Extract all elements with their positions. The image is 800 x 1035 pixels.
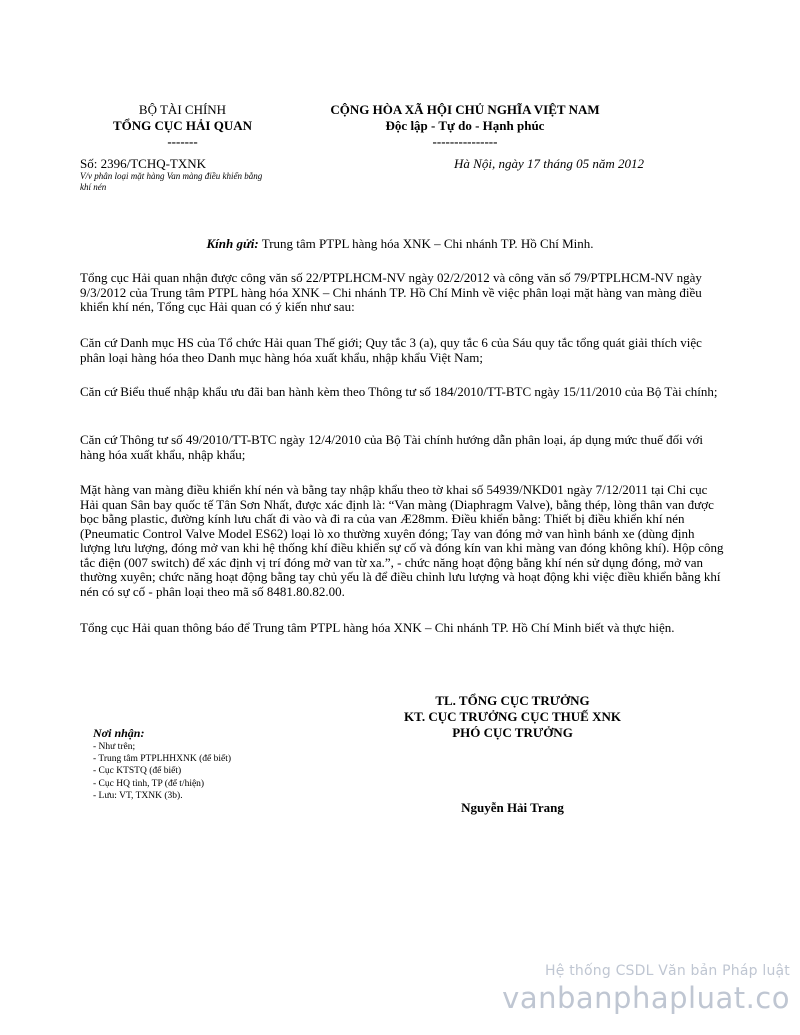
ministry-name: BỘ TÀI CHÍNH [138, 102, 227, 117]
distribution-items [93, 741, 323, 802]
signature-block [375, 693, 650, 741]
list-item: - Cục HQ tỉnh, TP (để t/hiện) [93, 778, 205, 789]
document-subject: V/v phân loại mặt hàng Van màng điều khiển bằng khí nén [80, 171, 263, 192]
agency-name: TỔNG CỤC HẢI QUAN [112, 118, 253, 133]
body-paragraph-2: Căn cứ Danh mục HS của Tổ chức Hải quan Thế giới; Quy tắc 3 (a), quy tắc 6 của Sáu quy tắc tổng quát giải thích việc phân loại hàng hóa theo Danh mục hàng hóa xuất khẩu, nhập khẩu Việt Nam; [80, 335, 702, 365]
body-paragraph-5: Mặt hàng van màng điều khiển khí nén và bằng tay nhập khẩu theo tờ khai số 54939/NKD01 ngày 7/12/2011 tại Chi cục Hải quan Sân bay quốc tế Tân Sơn Nhất, được xác định là: “Van màng (Diaphragm Valve), bằng thép, lòng thân van được bọc bằng plastic, đường kính lưu chất đi vào và đi ra của van Æ28mm. Điều khiển bằng: Thiết bị điều khiển khí nén (Pneumatic Control Valve Model ES62) loại lò xo thường xuyên đóng; Tay van đóng mở van hình bánh xe (dùng định lượng lưu lượng, đóng mở van khi hệ thống khí điều khiển sự cố và đóng kín van khi màng van đóng không khí). Hộp công tắc điện (007 switch) để xác định vị trí đóng mở van từ xa.”, - chức năng hoạt động bằng khí nén sử dụng đóng, mở van thường xuyên; chức năng hoạt động bằng tay chủ yếu là để điều chỉnh lưu lượng và hoạt động khi việc điều khiển bằng khí nén có sự cố - phân loại theo mã số 8481.80.82.00. [80, 482, 724, 599]
agency-rule: ------- [167, 134, 198, 149]
body-paragraph-6: Tổng cục Hải quan thông báo để Trung tâm PTPL hàng hóa XNK – Chi nhánh TP. Hồ Chí Minh biết và thực hiện. [80, 620, 675, 635]
country-name: CỘNG HÒA XÃ HỘI CHỦ NGHĨA VIỆT NAM [330, 102, 600, 117]
body-paragraph-4: Căn cứ Thông tư số 49/2010/TT-BTC ngày 12/4/2010 của Bộ Tài chính hướng dẫn phân loại, áp dụng mức thuế đối với hàng hóa xuất khẩu, nhập khẩu; [80, 432, 704, 462]
list-item: - Trung tâm PTPLHHXNK (để biết) [93, 754, 232, 765]
place-and-date: Hà Nội, ngày 17 tháng 05 năm 2012 [454, 156, 644, 171]
watermark [502, 963, 790, 1015]
addressee-line [80, 236, 720, 252]
signer-name: Nguyễn Hải Trang [461, 800, 564, 815]
list-item: - Cục KTSTQ (để biết) [93, 766, 182, 777]
signature-line-1: TL. TỔNG CỤC TRƯỞNG [435, 693, 590, 708]
national-motto: Độc lập - Tự do - Hạnh phúc [385, 118, 545, 133]
body-paragraph-3: Căn cứ Biểu thuế nhập khẩu ưu đãi ban hành kèm theo Thông tư số 184/2010/TT-BTC ngày 15/11/2010 của Bộ Tài chính; [80, 384, 718, 399]
body-paragraph-1: Tổng cục Hải quan nhận được công văn số 22/PTPLHCM-NV ngày 02/2/2012 và công văn số 79/PTPLHCM-NV ngày 9/3/2012 của Trung tâm PTPL hàng hóa XNK – Chi nhánh TP. Hồ Chí Minh về việc phân loại mặt hàng van màng điều khiển khí nén, Tổng cục Hải quan có ý kiến như sau: [80, 270, 702, 314]
addressee-label: Kính gửi: [206, 236, 259, 251]
signature-line-3: PHÓ CỤC TRƯỞNG [452, 725, 573, 740]
issuing-agency-block [90, 102, 275, 150]
signature-line-2: KT. CỤC TRƯỞNG CỤC THUẾ XNK [404, 709, 621, 724]
watermark-line-1: Hệ thống CSDL Văn bản Pháp luật [545, 963, 790, 979]
distribution-title: Nơi nhận: [93, 726, 145, 740]
motto-rule: --------------- [432, 134, 498, 149]
document-number: Số: 2396/TCHQ-TXNK [80, 156, 207, 171]
watermark-line-2: vanbanphapluat.co [502, 981, 790, 1015]
list-item: - Lưu: VT, TXNK (3b). [93, 790, 183, 801]
national-heading-block [300, 102, 630, 150]
addressee-name: Trung tâm PTPL hàng hóa XNK – Chi nhánh TP. Hồ Chí Minh. [258, 236, 594, 251]
distribution-list [93, 726, 323, 802]
list-item: - Như trên; [93, 742, 136, 752]
